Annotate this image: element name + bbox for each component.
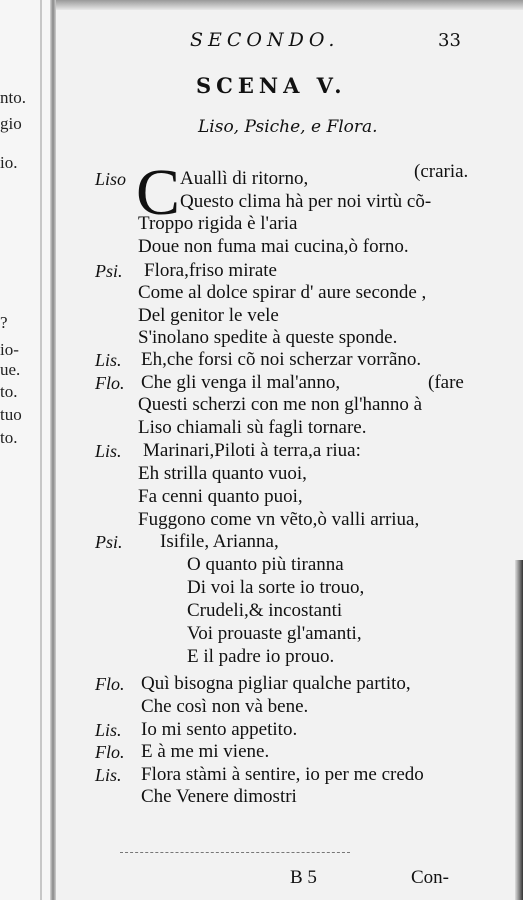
cropped-line-trace xyxy=(120,852,350,856)
verse-line: Flora stàmi à sentire, io per me credo xyxy=(141,764,424,785)
speaker-label: Flo. xyxy=(95,742,125,762)
speaker-label: Lis. xyxy=(95,441,122,461)
facing-fragment: io- xyxy=(0,340,19,359)
verse-line: Crudeli,& incostanti xyxy=(187,600,343,621)
drop-initial: C xyxy=(136,156,181,229)
speaker-label: Liso xyxy=(95,169,127,189)
verse-line: Marinari,Piloti à terra,a riua: xyxy=(143,440,361,461)
gutter-line xyxy=(40,0,42,900)
facing-fragment: ? xyxy=(0,313,8,332)
verse-line: Questi scherzi con me non gl'hanno à xyxy=(138,394,423,415)
verse-line: Eh strilla quanto vuoi, xyxy=(138,463,307,484)
facing-fragment: gio xyxy=(0,114,22,133)
verse-line: Auallì di ritorno, xyxy=(180,168,309,189)
speaker-label: Psi. xyxy=(95,532,123,552)
facing-fragment: tuo xyxy=(0,405,22,424)
verse-line: Eh,che forsi cõ noi scherzar vorrãno. xyxy=(141,349,422,370)
speaker-label: Flo. xyxy=(95,674,125,694)
facing-fragment: to. xyxy=(0,428,18,447)
verse-line: Che gli venga il mal'anno, xyxy=(141,372,341,393)
verse-line: O quanto più tiranna xyxy=(187,554,344,575)
verse-turnover: (craria. xyxy=(414,161,469,182)
page-edge-shadow xyxy=(515,560,523,900)
speaker-label: Psi. xyxy=(95,261,123,281)
verse-line: Flora,friso mirate xyxy=(144,260,277,281)
page-number: 33 xyxy=(438,30,461,51)
verse-line: E il padre io prouo. xyxy=(187,646,335,667)
verse-line: Che Venere dimostri xyxy=(141,786,297,807)
verse-line: Del genitor le vele xyxy=(138,305,279,326)
scene-title: SCENA V. xyxy=(196,73,347,98)
verse-line: Che così non và bene. xyxy=(141,696,309,717)
page-top-shadow xyxy=(0,0,523,10)
verse-line: Questo clima hà per noi virtù cõ- xyxy=(180,191,432,212)
verse-line: S'inolano spedite à queste sponde. xyxy=(138,327,398,348)
characters-heading: Liso, Psiche, e Flora. xyxy=(198,117,378,137)
verse-turnover: (fare xyxy=(428,372,464,393)
catchword: Con- xyxy=(411,867,449,888)
facing-fragment: ue. xyxy=(0,360,21,379)
verse-line: Fuggono come vn vẽto,ò valli arriua, xyxy=(138,509,420,530)
verse-line: Troppo rigida è l'aria xyxy=(138,213,298,234)
facing-page-strip xyxy=(0,0,52,900)
verse-line: Io mi sento appetito. xyxy=(141,719,298,740)
speaker-label: Lis. xyxy=(95,350,122,370)
facing-fragment: nto. xyxy=(0,88,26,107)
gutter-fold xyxy=(50,0,56,900)
facing-fragment: to. xyxy=(0,382,18,401)
facing-fragment: io. xyxy=(0,153,18,172)
verse-line: Isifile, Arianna, xyxy=(160,531,279,552)
verse-line: Come al dolce spirar d' aure seconde , xyxy=(138,282,427,303)
verse-line: Fa cenni quanto puoi, xyxy=(138,486,303,507)
verse-line: Quì bisogna pigliar qualche partito, xyxy=(141,673,411,694)
speaker-label: Flo. xyxy=(95,373,125,393)
verse-line: E à me mi viene. xyxy=(141,741,270,762)
signature-mark: B 5 xyxy=(290,867,317,888)
verse-line: Liso chiamali sù fagli tornare. xyxy=(138,417,367,438)
running-title: SECONDO. xyxy=(190,29,340,51)
verse-line: Doue non fuma mai cucina,ò forno. xyxy=(138,236,409,257)
verse-line: Voi prouaste gl'amanti, xyxy=(187,623,362,644)
speaker-label: Lis. xyxy=(95,765,122,785)
verse-line: Di voi la sorte io trouo, xyxy=(187,577,365,598)
speaker-label: Lis. xyxy=(95,720,122,740)
